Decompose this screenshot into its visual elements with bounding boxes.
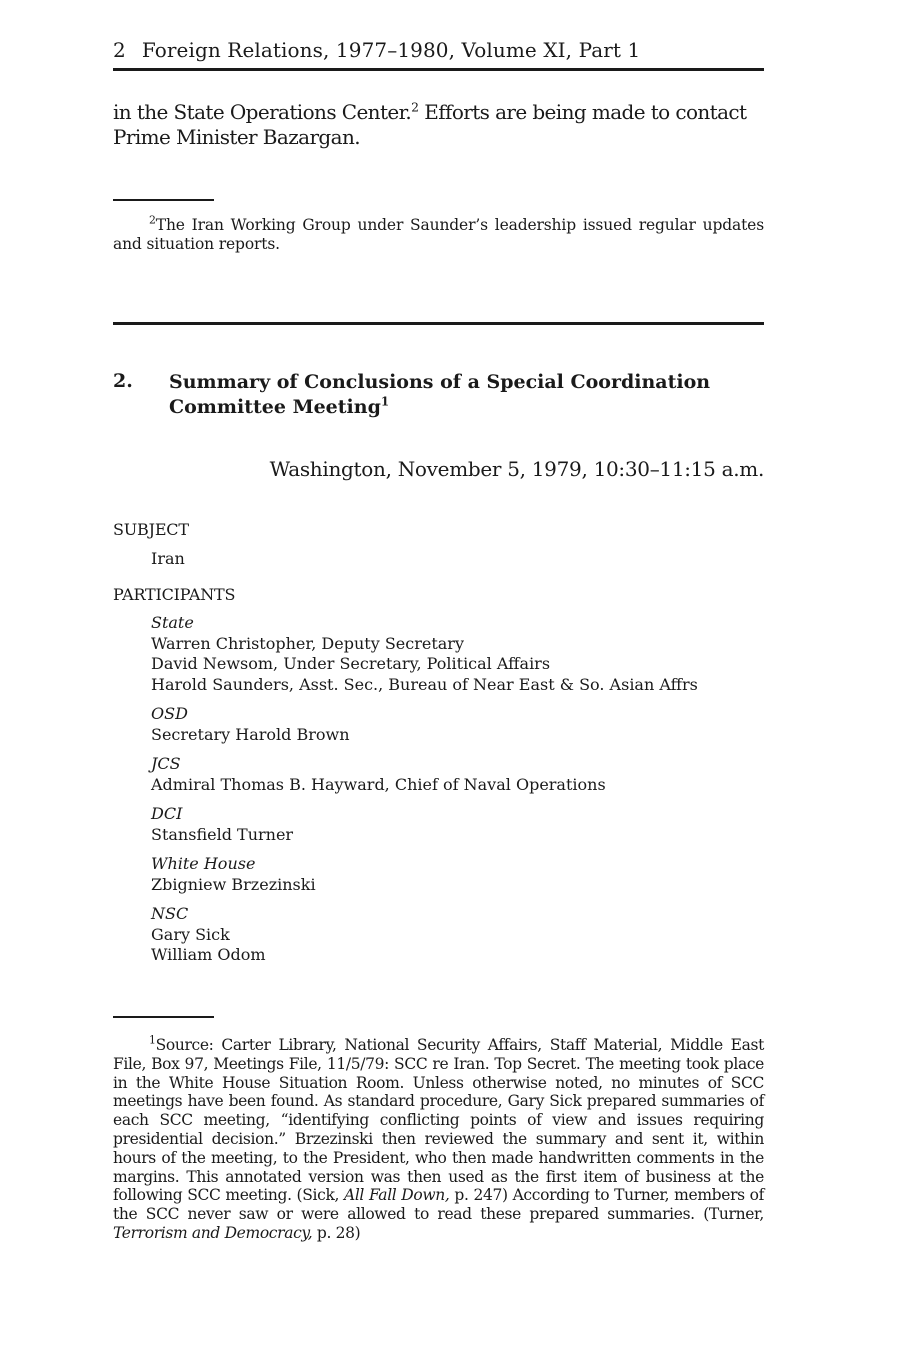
footnote-separator bbox=[113, 1016, 214, 1018]
continuation-text-a: in the State Operations Center. bbox=[113, 100, 412, 124]
group-name: JCS bbox=[151, 754, 181, 773]
footnote-marker-1: 1 bbox=[149, 1033, 156, 1047]
participant-group-dci bbox=[151, 804, 293, 845]
section-rule bbox=[113, 322, 764, 325]
group-name: White House bbox=[151, 854, 256, 873]
subject-label: SUBJECT bbox=[113, 520, 189, 539]
footnote-1-text: Source: Carter Library, National Security Affairs, Staff Material, Middle East File, Box 97, Meetings File, 11/5/79: SCC re Iran. Top Secret. The meeting took place in the White House Situation Room. Unless otherwise noted, no minutes of SCC meetings have been found. As standard procedure, Gary Sick prepared summaries of each SCC meeting, “identifying conflicting points of view and issues requiring presidential decision.” Brzezinski then reviewed the summary and sent it, within hours of the meeting, to the President, who then made handwritten comments in the margins. This annotated version was then used as the first item of business at the following SCC meeting. (Sick, bbox=[113, 1036, 764, 1205]
group-name: NSC bbox=[151, 904, 189, 923]
continuation-text-b: Efforts are being made to contact Prime Minister Bazargan. bbox=[113, 100, 747, 149]
footnote-ref-1: 1 bbox=[380, 394, 390, 409]
document-title-text: Summary of Conclusions of a Special Coordination Committee Meeting bbox=[169, 371, 711, 418]
dateline: Washington, November 5, 1979, 10:30–11:15 a.m. bbox=[269, 457, 764, 481]
participant: Gary Sick bbox=[151, 924, 230, 944]
continuation-paragraph bbox=[113, 100, 764, 150]
participant-group-state bbox=[151, 613, 698, 695]
group-name: State bbox=[151, 613, 194, 632]
group-name: OSD bbox=[151, 704, 188, 723]
participant: Warren Christopher, Deputy Secretary bbox=[151, 633, 464, 653]
footnote-marker-2: 2 bbox=[149, 213, 156, 227]
participants-label: PARTICIPANTS bbox=[113, 585, 236, 604]
participant: Admiral Thomas B. Hayward, Chief of Naval Operations bbox=[151, 774, 606, 794]
footnote-separator bbox=[113, 199, 214, 201]
document-title bbox=[169, 370, 729, 420]
participant-group-nsc bbox=[151, 904, 266, 966]
participant: Stansfield Turner bbox=[151, 824, 294, 844]
footnote-2-text: The Iran Working Group under Saunder’s leadership issued regular updates and situation reports. bbox=[113, 216, 764, 253]
volume-title: Foreign Relations, 1977–1980, Volume XI, Part 1 bbox=[141, 38, 641, 62]
participant-group-white-house bbox=[151, 854, 316, 895]
footnote-1-text: p. 247) According to Turner, members of the SCC never saw or were allowed to read these prepared summaries. (Turner, bbox=[113, 1186, 764, 1224]
participant-group-jcs bbox=[151, 754, 606, 795]
participant: William Odom bbox=[151, 945, 266, 964]
participant: David Newsom, Under Secretary, Political Affairs bbox=[151, 654, 551, 673]
subject-value: Iran bbox=[151, 549, 185, 568]
citation-terrorism-and-democracy: Terrorism and Democracy, bbox=[113, 1223, 313, 1242]
participant: Harold Saunders, Asst. Sec., Bureau of Near East & So. Asian Affrs bbox=[151, 674, 698, 694]
participant: Zbigniew Brzezinski bbox=[151, 874, 316, 894]
footnote-1 bbox=[113, 1033, 764, 1243]
footnote-2 bbox=[113, 213, 764, 254]
page-number: 2 bbox=[113, 38, 126, 62]
footnote-1-text: p. 28) bbox=[312, 1223, 361, 1242]
header-rule bbox=[113, 68, 764, 71]
running-head bbox=[113, 37, 764, 63]
footnote-ref-2: 2 bbox=[411, 99, 419, 115]
citation-all-fall-down: All Fall Down, bbox=[343, 1186, 450, 1205]
group-name: DCI bbox=[151, 804, 183, 823]
participant: Secretary Harold Brown bbox=[151, 724, 350, 744]
participant-group-osd bbox=[151, 704, 350, 745]
document-number: 2. bbox=[113, 370, 133, 392]
